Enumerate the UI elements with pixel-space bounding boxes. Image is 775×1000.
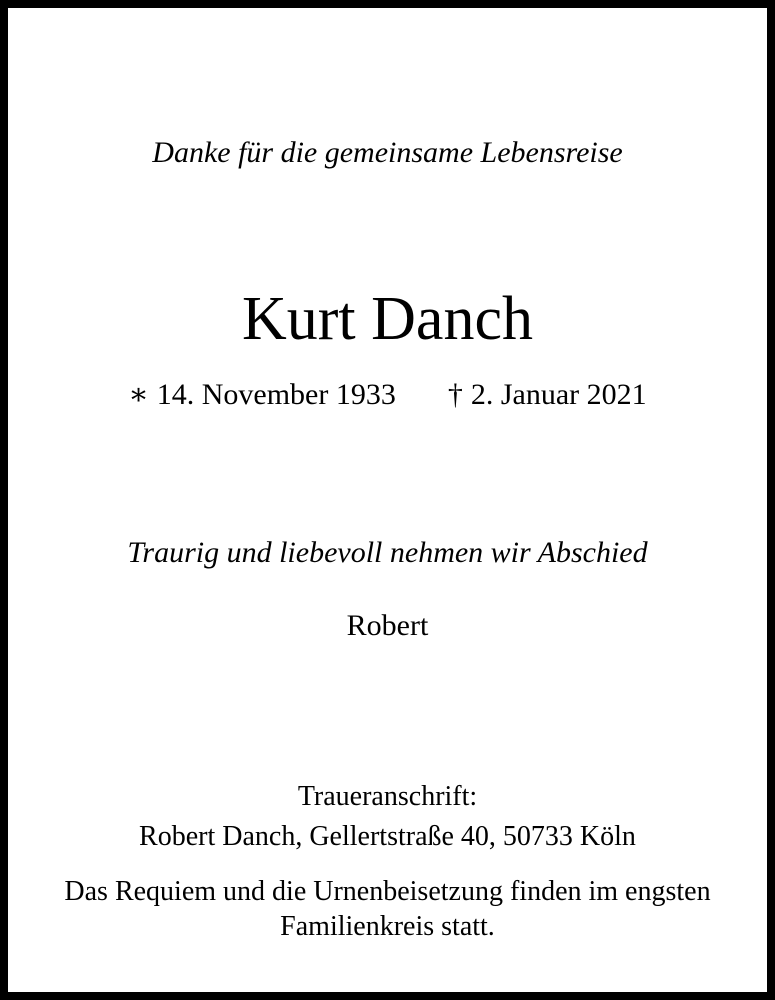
requiem-line-1: Das Requiem und die Urnenbeisetzung finden im engsten <box>64 876 711 907</box>
death-date-group <box>448 380 647 410</box>
address-text: Robert Danch, Gellertstraße 40, 50733 Köln <box>139 821 636 852</box>
mourner-name: Robert <box>346 609 429 642</box>
birth-date-group <box>128 380 396 410</box>
birth-symbol-icon: ∗ <box>128 378 149 411</box>
requiem-line-2: Familienkreis statt. <box>280 911 495 942</box>
deceased-name: Kurt Danch <box>242 285 533 353</box>
life-dates <box>8 380 767 410</box>
cross-icon: † <box>447 378 463 411</box>
farewell-text: Traurig und liebevoll nehmen wir Abschied <box>127 536 648 569</box>
birth-date: 14. November 1933 <box>156 378 396 411</box>
death-date: 2. Januar 2021 <box>470 378 647 411</box>
address-label: Traueranschrift: <box>297 781 478 812</box>
motto-text: Danke für die gemeinsame Lebensreise <box>152 136 623 169</box>
